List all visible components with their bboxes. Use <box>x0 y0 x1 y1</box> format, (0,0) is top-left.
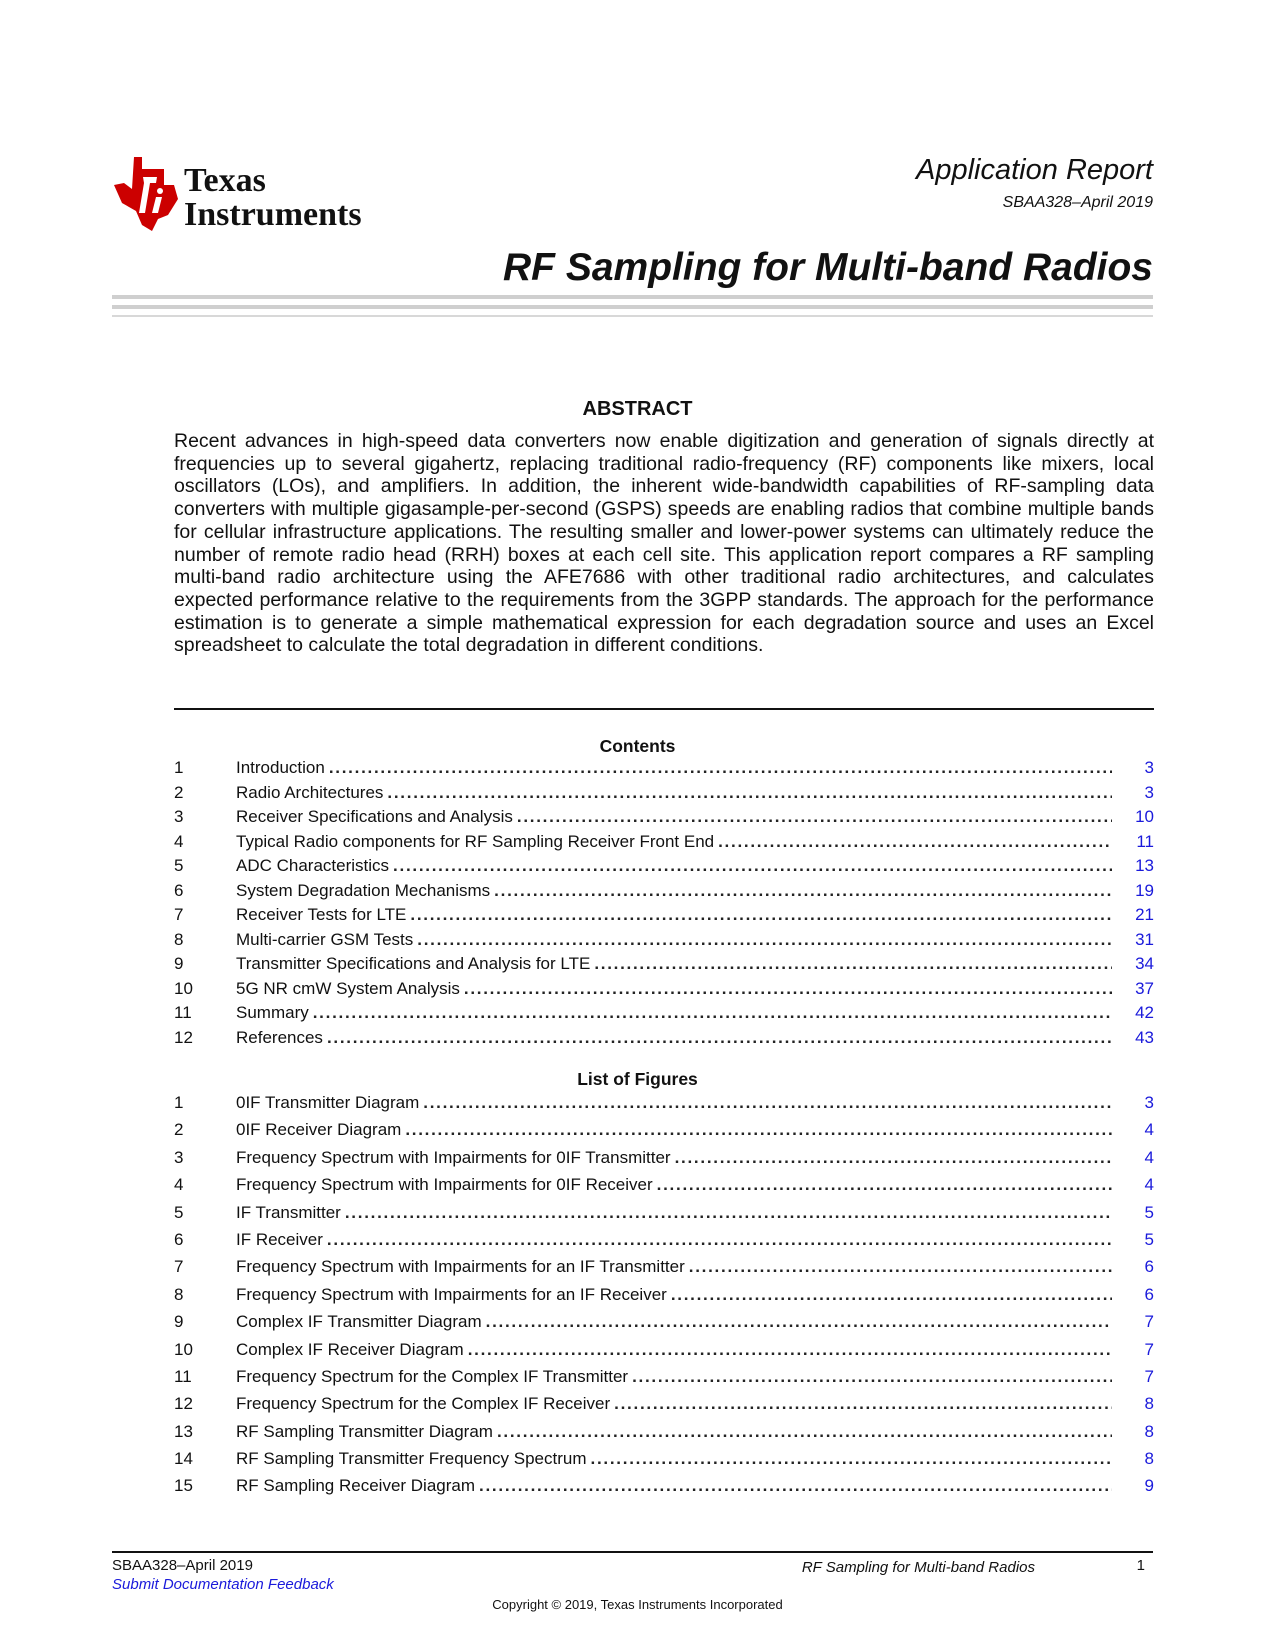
figure-entry-page-link[interactable]: 3 <box>1144 1093 1154 1112</box>
contents-entry-number: 11 <box>174 1003 192 1022</box>
figure-entry-leader-dots <box>497 1422 1112 1442</box>
figure-entry-label[interactable]: Frequency Spectrum with Impairments for 0IF Receiver <box>236 1175 653 1195</box>
contents-entry-label[interactable]: System Degradation Mechanisms <box>236 880 491 900</box>
figure-entry-label[interactable]: RF Sampling Receiver Diagram <box>236 1476 476 1496</box>
contents-entry-leader-dots <box>393 856 1112 876</box>
figures-list <box>174 1093 1154 1504</box>
contents-entry-number: 9 <box>174 954 184 973</box>
figure-entry-number: 14 <box>174 1449 193 1469</box>
contents-entry-number: 2 <box>174 782 184 802</box>
contents-entry-leader-dots <box>417 930 1112 950</box>
figure-entry-label[interactable]: IF Transmitter <box>236 1202 341 1222</box>
figure-entry-row[interactable] <box>174 1093 1154 1120</box>
abstract-text: Recent advances in high-speed data converters now enable digitization and generation of signals directly at frequencies up to several gigahertz, replacing traditional radio-frequency (RF) components like mixers, local oscillators (LOs), and amplifiers. In addition, the inherent wide-bandwidth capabilities of RF-sampling data converters with multiple gigasample-per-second (GSPS) speeds are enabling radios that combine multiple bands for cellular infrastructure applications. The resulting smaller and lower-power systems can ultimately reduce the number of remote radio head (RRH) boxes at each cell site. This application report compares a RF sampling multi-band radio architecture using the AFE7686 with other traditional radio architectures, and calculates expected performance relative to the requirements from the 3GPP standards. The approach for the performance estimation is to generate a simple mathematical expression for each degradation source and uses an Excel spreadsheet to calculate the total degradation in different conditions. <box>174 430 1154 657</box>
figure-entry-label[interactable]: Frequency Spectrum for the Complex IF Receiver <box>236 1394 611 1414</box>
title-rule-bars <box>112 295 1153 335</box>
report-id: SBAA328–April 2019 <box>1002 194 1153 211</box>
figure-entry-label[interactable]: Complex IF Transmitter Diagram <box>236 1312 482 1332</box>
contents-entry-leader-dots <box>387 783 1112 803</box>
figure-entry-leader-dots <box>327 1230 1112 1250</box>
abstract-divider <box>174 708 1154 710</box>
figure-entry-row[interactable] <box>174 1449 1154 1476</box>
ti-logo <box>112 155 432 235</box>
footer-page-number: 1 <box>1136 1557 1145 1574</box>
contents-entry-leader-dots <box>313 1003 1112 1023</box>
figure-entry-leader-dots <box>468 1340 1112 1360</box>
contents-entry-leader-dots <box>327 1028 1112 1048</box>
contents-entry-leader-dots <box>517 807 1112 827</box>
figure-entry-leader-dots <box>671 1285 1112 1305</box>
figure-entry-row[interactable] <box>174 1340 1154 1367</box>
contents-entry-page-link[interactable]: 21 <box>1135 905 1154 924</box>
contents-entry-leader-dots <box>718 832 1112 852</box>
report-type: Application Report <box>916 154 1153 186</box>
contents-entry-row[interactable] <box>174 783 1154 808</box>
contents-entry-row[interactable] <box>174 856 1154 881</box>
figure-entry-page-link[interactable]: 4 <box>1144 1120 1154 1140</box>
figure-entry-leader-dots <box>486 1312 1112 1332</box>
figure-entry-label[interactable]: RF Sampling Transmitter Frequency Spectrum <box>236 1449 587 1469</box>
figure-entry-row[interactable] <box>174 1394 1154 1421</box>
figure-entry-leader-dots <box>632 1367 1112 1387</box>
ti-logo-graphic <box>112 155 432 235</box>
contents-entry-page-link[interactable]: 34 <box>1135 954 1154 973</box>
figure-entry-row[interactable] <box>174 1257 1154 1284</box>
contents-entry-page-link[interactable]: 37 <box>1135 978 1154 998</box>
figure-entry-label[interactable]: Frequency Spectrum with Impairments for an IF Receiver <box>236 1284 667 1304</box>
contents-entry-label[interactable]: Introduction <box>236 758 325 777</box>
figure-entry-row[interactable] <box>174 1175 1154 1202</box>
figure-entry-leader-dots <box>405 1120 1112 1140</box>
contents-entry-label[interactable]: Transmitter Specifications and Analysis for LTE <box>236 954 591 973</box>
figure-entry-number: 15 <box>174 1476 193 1496</box>
figure-entry-page-link[interactable]: 7 <box>1144 1366 1154 1386</box>
footer-doc-id: SBAA328–April 2019 <box>112 1557 253 1574</box>
figure-entry-row[interactable] <box>174 1120 1154 1147</box>
figure-entry-number: 8 <box>174 1284 184 1304</box>
contents-entry-leader-dots <box>329 758 1112 778</box>
contents-entry-number: 7 <box>174 905 184 924</box>
footer-title: RF Sampling for Multi-band Radios <box>801 1559 1035 1576</box>
figure-entry-row[interactable] <box>174 1476 1154 1503</box>
contents-entry-row[interactable] <box>174 832 1154 857</box>
contents-entry-page-link[interactable]: 42 <box>1135 1003 1154 1022</box>
contents-entry-row[interactable] <box>174 758 1154 783</box>
contents-entry-label[interactable]: Multi-carrier GSM Tests <box>236 929 414 949</box>
figure-entry-number: 3 <box>174 1147 184 1167</box>
figure-entry-number: 10 <box>174 1339 193 1359</box>
figure-entry-row[interactable] <box>174 1148 1154 1175</box>
contents-entry-label[interactable]: Receiver Tests for LTE <box>236 905 407 924</box>
contents-entry-row[interactable] <box>174 979 1154 1004</box>
copyright-notice: Copyright © 2019, Texas Instruments Incorporated <box>492 1597 783 1612</box>
contents-entry-number: 1 <box>174 758 184 777</box>
contents-entry-row[interactable] <box>174 807 1154 832</box>
figure-entry-leader-dots <box>423 1093 1112 1113</box>
figures-heading: List of Figures <box>577 1069 698 1089</box>
contents-entry-number: 5 <box>174 856 184 875</box>
contents-list <box>174 758 1154 1052</box>
contents-entry-number: 4 <box>174 831 184 851</box>
contents-entry-label[interactable]: ADC Characteristics <box>236 856 390 875</box>
contents-entry-number: 8 <box>174 929 184 949</box>
contents-entry-leader-dots <box>594 954 1112 974</box>
figure-entry-row[interactable] <box>174 1312 1154 1339</box>
contents-entry-row[interactable] <box>174 954 1154 979</box>
contents-heading: Contents <box>599 736 676 756</box>
contents-entry-row[interactable] <box>174 881 1154 906</box>
figure-entry-page-link[interactable]: 7 <box>1144 1312 1154 1332</box>
contents-entry-label[interactable]: References <box>236 1027 323 1047</box>
logo-line2: Instruments <box>184 196 362 233</box>
contents-entry-leader-dots <box>410 905 1112 925</box>
figure-entry-leader-dots <box>614 1394 1112 1414</box>
figure-entry-leader-dots <box>675 1148 1112 1168</box>
figure-entry-label[interactable]: Frequency Spectrum for the Complex IF Transmitter <box>236 1366 629 1386</box>
contents-entry-page-link[interactable]: 13 <box>1135 856 1154 875</box>
document-title: RF Sampling for Multi-band Radios <box>503 246 1153 289</box>
figure-entry-number: 4 <box>174 1175 184 1195</box>
figure-entry-number: 6 <box>174 1229 184 1249</box>
figure-entry-number: 1 <box>174 1093 184 1112</box>
figure-entry-page-link[interactable]: 9 <box>1144 1476 1154 1496</box>
contents-entry-page-link[interactable]: 43 <box>1135 1027 1154 1047</box>
figure-entry-page-link[interactable]: 5 <box>1144 1229 1154 1249</box>
contents-entry-page-link[interactable]: 31 <box>1135 929 1154 949</box>
submit-feedback-link[interactable]: Submit Documentation Feedback <box>112 1576 334 1593</box>
figure-entry-page-link[interactable]: 7 <box>1144 1339 1154 1359</box>
figure-entry-label[interactable]: 0IF Receiver Diagram <box>236 1120 402 1140</box>
figure-entry-row[interactable] <box>174 1367 1154 1394</box>
figure-entry-page-link[interactable]: 6 <box>1144 1257 1154 1277</box>
figure-entry-row[interactable] <box>174 1422 1154 1449</box>
contents-entry-page-link[interactable]: 3 <box>1144 758 1154 777</box>
figure-entry-number: 13 <box>174 1421 193 1441</box>
figure-entry-number: 5 <box>174 1202 184 1222</box>
figure-entry-number: 9 <box>174 1312 184 1332</box>
contents-entry-row[interactable] <box>174 905 1154 930</box>
contents-entry-number: 10 <box>174 978 193 998</box>
logo-line1: Texas <box>184 162 266 199</box>
figure-entry-number: 2 <box>174 1120 184 1140</box>
contents-entry-page-link[interactable]: 11 <box>1136 831 1154 851</box>
contents-entry-row[interactable] <box>174 1028 1154 1053</box>
contents-entry-page-link[interactable]: 10 <box>1135 807 1154 826</box>
figure-entry-label[interactable]: Frequency Spectrum with Impairments for an IF Transmitter <box>236 1257 685 1277</box>
figure-entry-row[interactable] <box>174 1203 1154 1230</box>
figure-entry-page-link[interactable]: 8 <box>1144 1394 1154 1414</box>
figure-entry-label[interactable]: Frequency Spectrum with Impairments for 0IF Transmitter <box>236 1147 671 1167</box>
figure-entry-number: 11 <box>174 1366 192 1386</box>
figure-entry-label[interactable]: 0IF Transmitter Diagram <box>236 1093 420 1112</box>
footer-divider <box>112 1551 1153 1553</box>
contents-entry-page-link[interactable]: 3 <box>1144 782 1154 802</box>
figure-entry-page-link[interactable]: 8 <box>1144 1421 1154 1441</box>
figure-entry-label[interactable]: RF Sampling Transmitter Diagram <box>236 1421 493 1441</box>
contents-entry-row[interactable] <box>174 1003 1154 1028</box>
contents-entry-label[interactable]: Receiver Specifications and Analysis <box>236 807 513 826</box>
figure-entry-leader-dots <box>345 1203 1112 1223</box>
figure-entry-leader-dots <box>479 1476 1112 1496</box>
abstract-heading: ABSTRACT <box>582 398 693 420</box>
figure-entry-leader-dots <box>689 1257 1112 1277</box>
figure-entry-page-link[interactable]: 6 <box>1144 1284 1154 1304</box>
contents-entry-label[interactable]: 5G NR cmW System Analysis <box>236 978 460 998</box>
contents-entry-leader-dots <box>494 881 1112 901</box>
contents-entry-label[interactable]: Summary <box>236 1003 309 1022</box>
contents-entry-number: 12 <box>174 1027 193 1047</box>
contents-entry-label[interactable]: Typical Radio components for RF Sampling Receiver Front End <box>236 831 715 851</box>
contents-entry-leader-dots <box>464 979 1112 999</box>
figure-entry-number: 12 <box>174 1394 193 1414</box>
figure-entry-number: 7 <box>174 1257 184 1277</box>
contents-entry-label[interactable]: Radio Architectures <box>236 782 384 802</box>
figure-entry-label[interactable]: Complex IF Receiver Diagram <box>236 1339 464 1359</box>
figure-entry-leader-dots <box>591 1449 1112 1469</box>
contents-entry-number: 6 <box>174 880 184 900</box>
contents-entry-row[interactable] <box>174 930 1154 955</box>
figure-entry-page-link[interactable]: 4 <box>1144 1147 1154 1167</box>
contents-entry-number: 3 <box>174 807 184 826</box>
figure-entry-row[interactable] <box>174 1230 1154 1257</box>
figure-entry-row[interactable] <box>174 1285 1154 1312</box>
figure-entry-leader-dots <box>657 1175 1112 1195</box>
figure-entry-page-link[interactable]: 5 <box>1144 1202 1154 1222</box>
figure-entry-page-link[interactable]: 4 <box>1144 1175 1154 1195</box>
contents-entry-page-link[interactable]: 19 <box>1135 880 1154 900</box>
figure-entry-page-link[interactable]: 8 <box>1144 1449 1154 1469</box>
figure-entry-label[interactable]: IF Receiver <box>236 1229 323 1249</box>
